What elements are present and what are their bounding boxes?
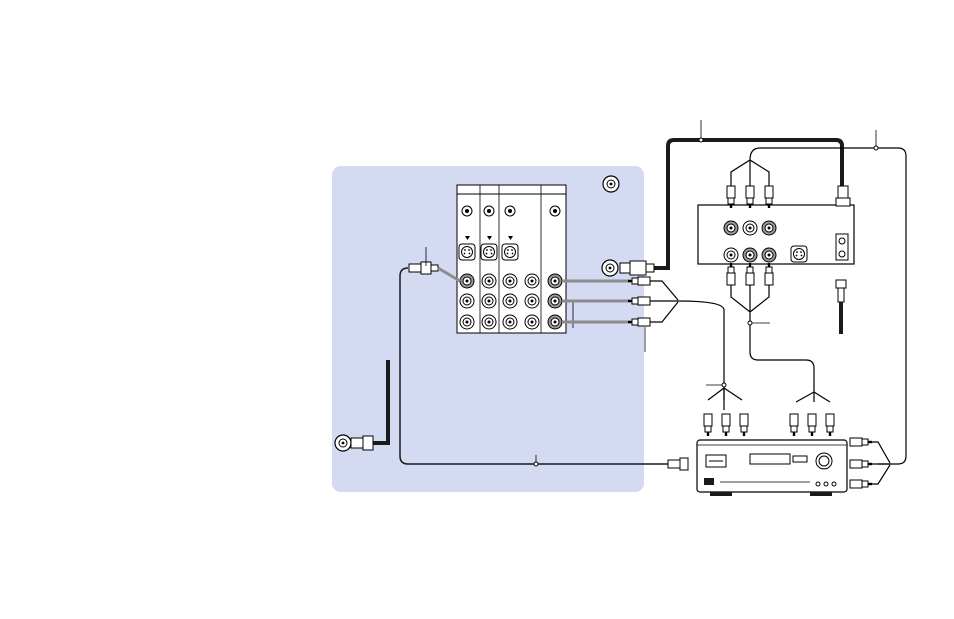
callout-vcr-output-cable-dot <box>748 321 752 325</box>
receiver-input-plugs-right <box>790 392 834 436</box>
tv-antenna-jack-bottom <box>602 260 618 276</box>
callout-av-cable-dot <box>874 146 878 150</box>
vcr-output-plugs <box>727 263 846 392</box>
callout-bottom-cable-dot <box>534 462 538 466</box>
callout-rf-cable-dot <box>699 138 703 142</box>
rca-plug-receiver-audio <box>668 458 688 470</box>
callout-receiver-cable-dot <box>722 383 726 387</box>
receiver-input-plugs-left <box>704 388 748 436</box>
tv-av-jack-block <box>457 185 573 333</box>
receiver-side-plugs <box>850 438 890 488</box>
tv-antenna-jack-top <box>603 176 619 192</box>
av-receiver <box>697 440 847 496</box>
rf-connector-tv <box>620 261 654 275</box>
vcr <box>698 205 854 264</box>
